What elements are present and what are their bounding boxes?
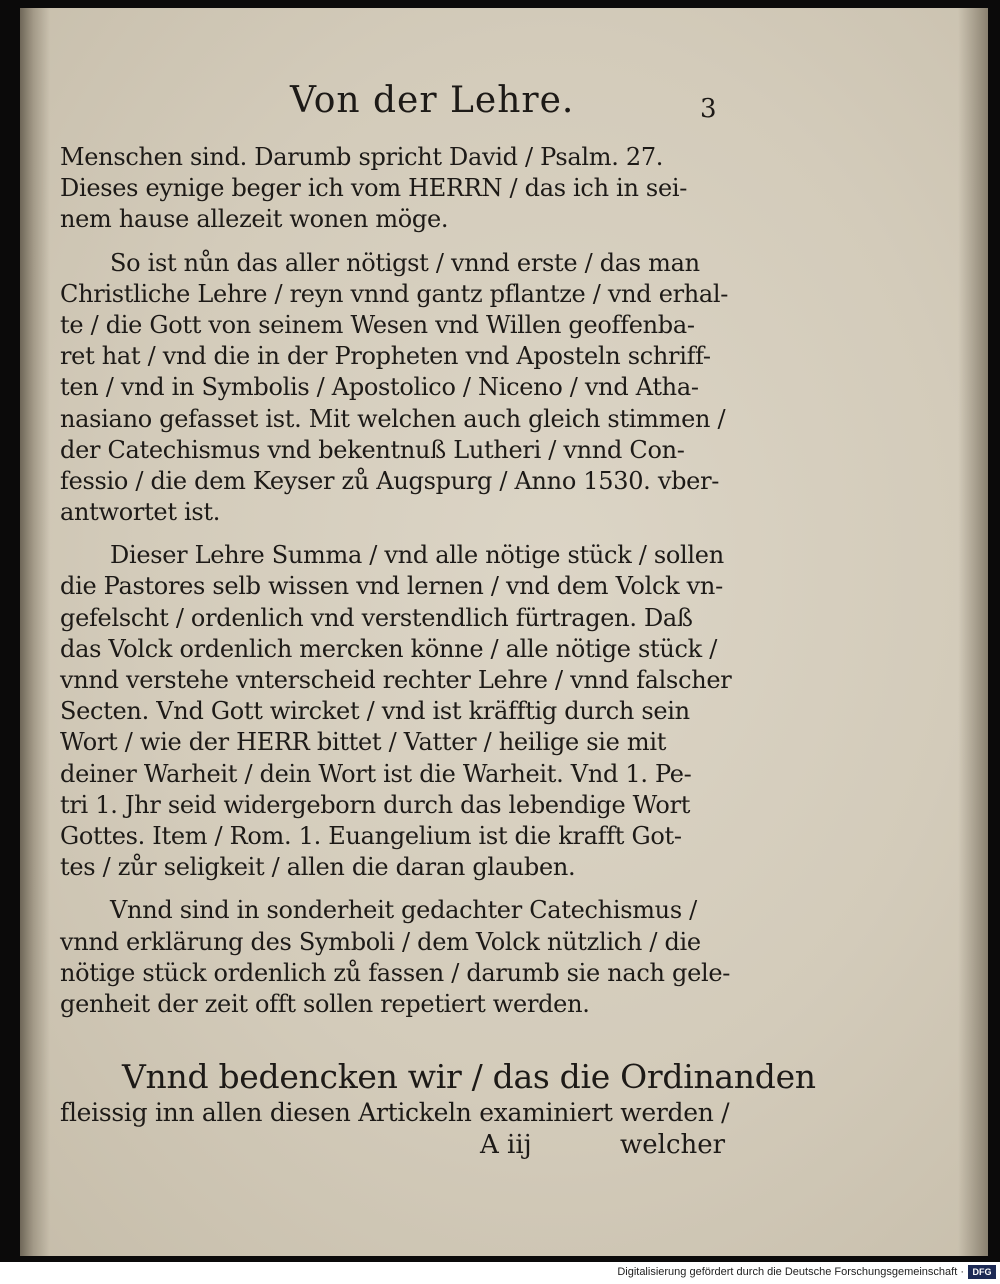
text-line: tes / zůr seligkeit / allen die daran glauben. (60, 853, 576, 882)
text-line: gefelscht / ordenlich vnd verstendlich fürtragen. Daß (60, 603, 693, 632)
text-line: nasiano gefasset ist. Mit welchen auch gleich stimmen / (60, 404, 726, 433)
signature-mark: A iij (480, 1130, 532, 1161)
text-line: Wort / wie der HERR bittet / Vatter / heilige sie mit (60, 728, 667, 757)
text-line: deiner Warheit / dein Wort ist die Warheit. Vnd 1. Pe- (60, 759, 692, 788)
page-edge-shadow (958, 8, 988, 1256)
page-text (60, 70, 816, 1166)
text-line: Secten. Vnd Gott wircket / vnd ist kräfftig durch sein (60, 697, 690, 726)
text-line: ten / vnd in Symbolis / Apostolico / Niceno / vnd Atha- (60, 373, 699, 402)
text-line: ret hat / vnd die in der Propheten vnd Aposteln schriff- (60, 342, 711, 371)
paragraph-3 (60, 540, 732, 883)
text-line: die Pastores selb wissen vnd lernen / vnd dem Volck vn- (60, 572, 723, 601)
funding-notice: Digitalisierung gefördert durch die Deutsche Forschungsgemeinschaft · (617, 1266, 964, 1278)
text-line: nem hause allezeit wonen möge. (60, 205, 449, 234)
text-line: tri 1. Jhr seid widergeborn durch das lebendige Wort (60, 790, 691, 819)
text-line: antwortet ist. (60, 498, 221, 527)
paragraph-1 (60, 142, 720, 236)
signature-line (60, 1130, 726, 1166)
text-line: Christliche Lehre / reyn vnnd gantz pflantze / vnd erhal- (60, 279, 729, 308)
text-line-large: Vnnd bedencken wir / das die Ordinanden (122, 1057, 816, 1097)
text-line: Menschen sind. Darumb spricht David / Psalm. 27. (60, 143, 664, 171)
page-number: 3 (700, 94, 717, 124)
text-line: te / die Gott von seinem Wesen vnd Willen geoffenba- (60, 310, 695, 339)
text-line: fessio / die dem Keyser zů Augspurg / Anno 1530. vber- (60, 466, 720, 495)
text-line: nötige stück ordenlich zů fassen / darumb sie nach gele- (60, 958, 731, 987)
text-line: Dieses eynige beger ich vom HERRN / das ich in sei- (60, 174, 688, 203)
running-header (60, 70, 720, 130)
text-line: Dieser Lehre Summa / vnd alle nötige stück / sollen (110, 541, 724, 570)
page-gutter-shadow (20, 8, 50, 1256)
paragraph-2 (60, 248, 729, 529)
catchword: welcher (620, 1130, 726, 1161)
text-line: genheit der zeit offt sollen repetiert werden. (60, 989, 590, 1018)
text-line: der Catechismus vnd bekentnuß Lutheri / vnnd Con- (60, 435, 685, 464)
text-line: Gottes. Item / Rom. 1. Euangelium ist die krafft Got- (60, 821, 682, 850)
paragraph-4 (60, 895, 731, 1020)
text-line: das Volck ordenlich mercken könne / alle nötige stück / (60, 634, 718, 663)
closing-paragraph (60, 1057, 816, 1166)
text-line: So ist nůn das aller nötigst / vnnd erste / das man (110, 248, 700, 277)
text-line: fleissig inn allen diesen Artickeln examiniert werden / (60, 1098, 730, 1128)
footer-bar (0, 1262, 1000, 1284)
text-line: vnnd verstehe vnterscheid rechter Lehre / vnnd falscher (60, 666, 732, 694)
text-line: Vnnd sind in sonderheit gedachter Catechismus / (110, 896, 697, 925)
running-title: Von der Lehre. (290, 80, 575, 121)
dfg-logo-icon: DFG (968, 1265, 996, 1279)
text-line: vnnd erklärung des Symboli / dem Volck nützlich / die (60, 927, 701, 956)
